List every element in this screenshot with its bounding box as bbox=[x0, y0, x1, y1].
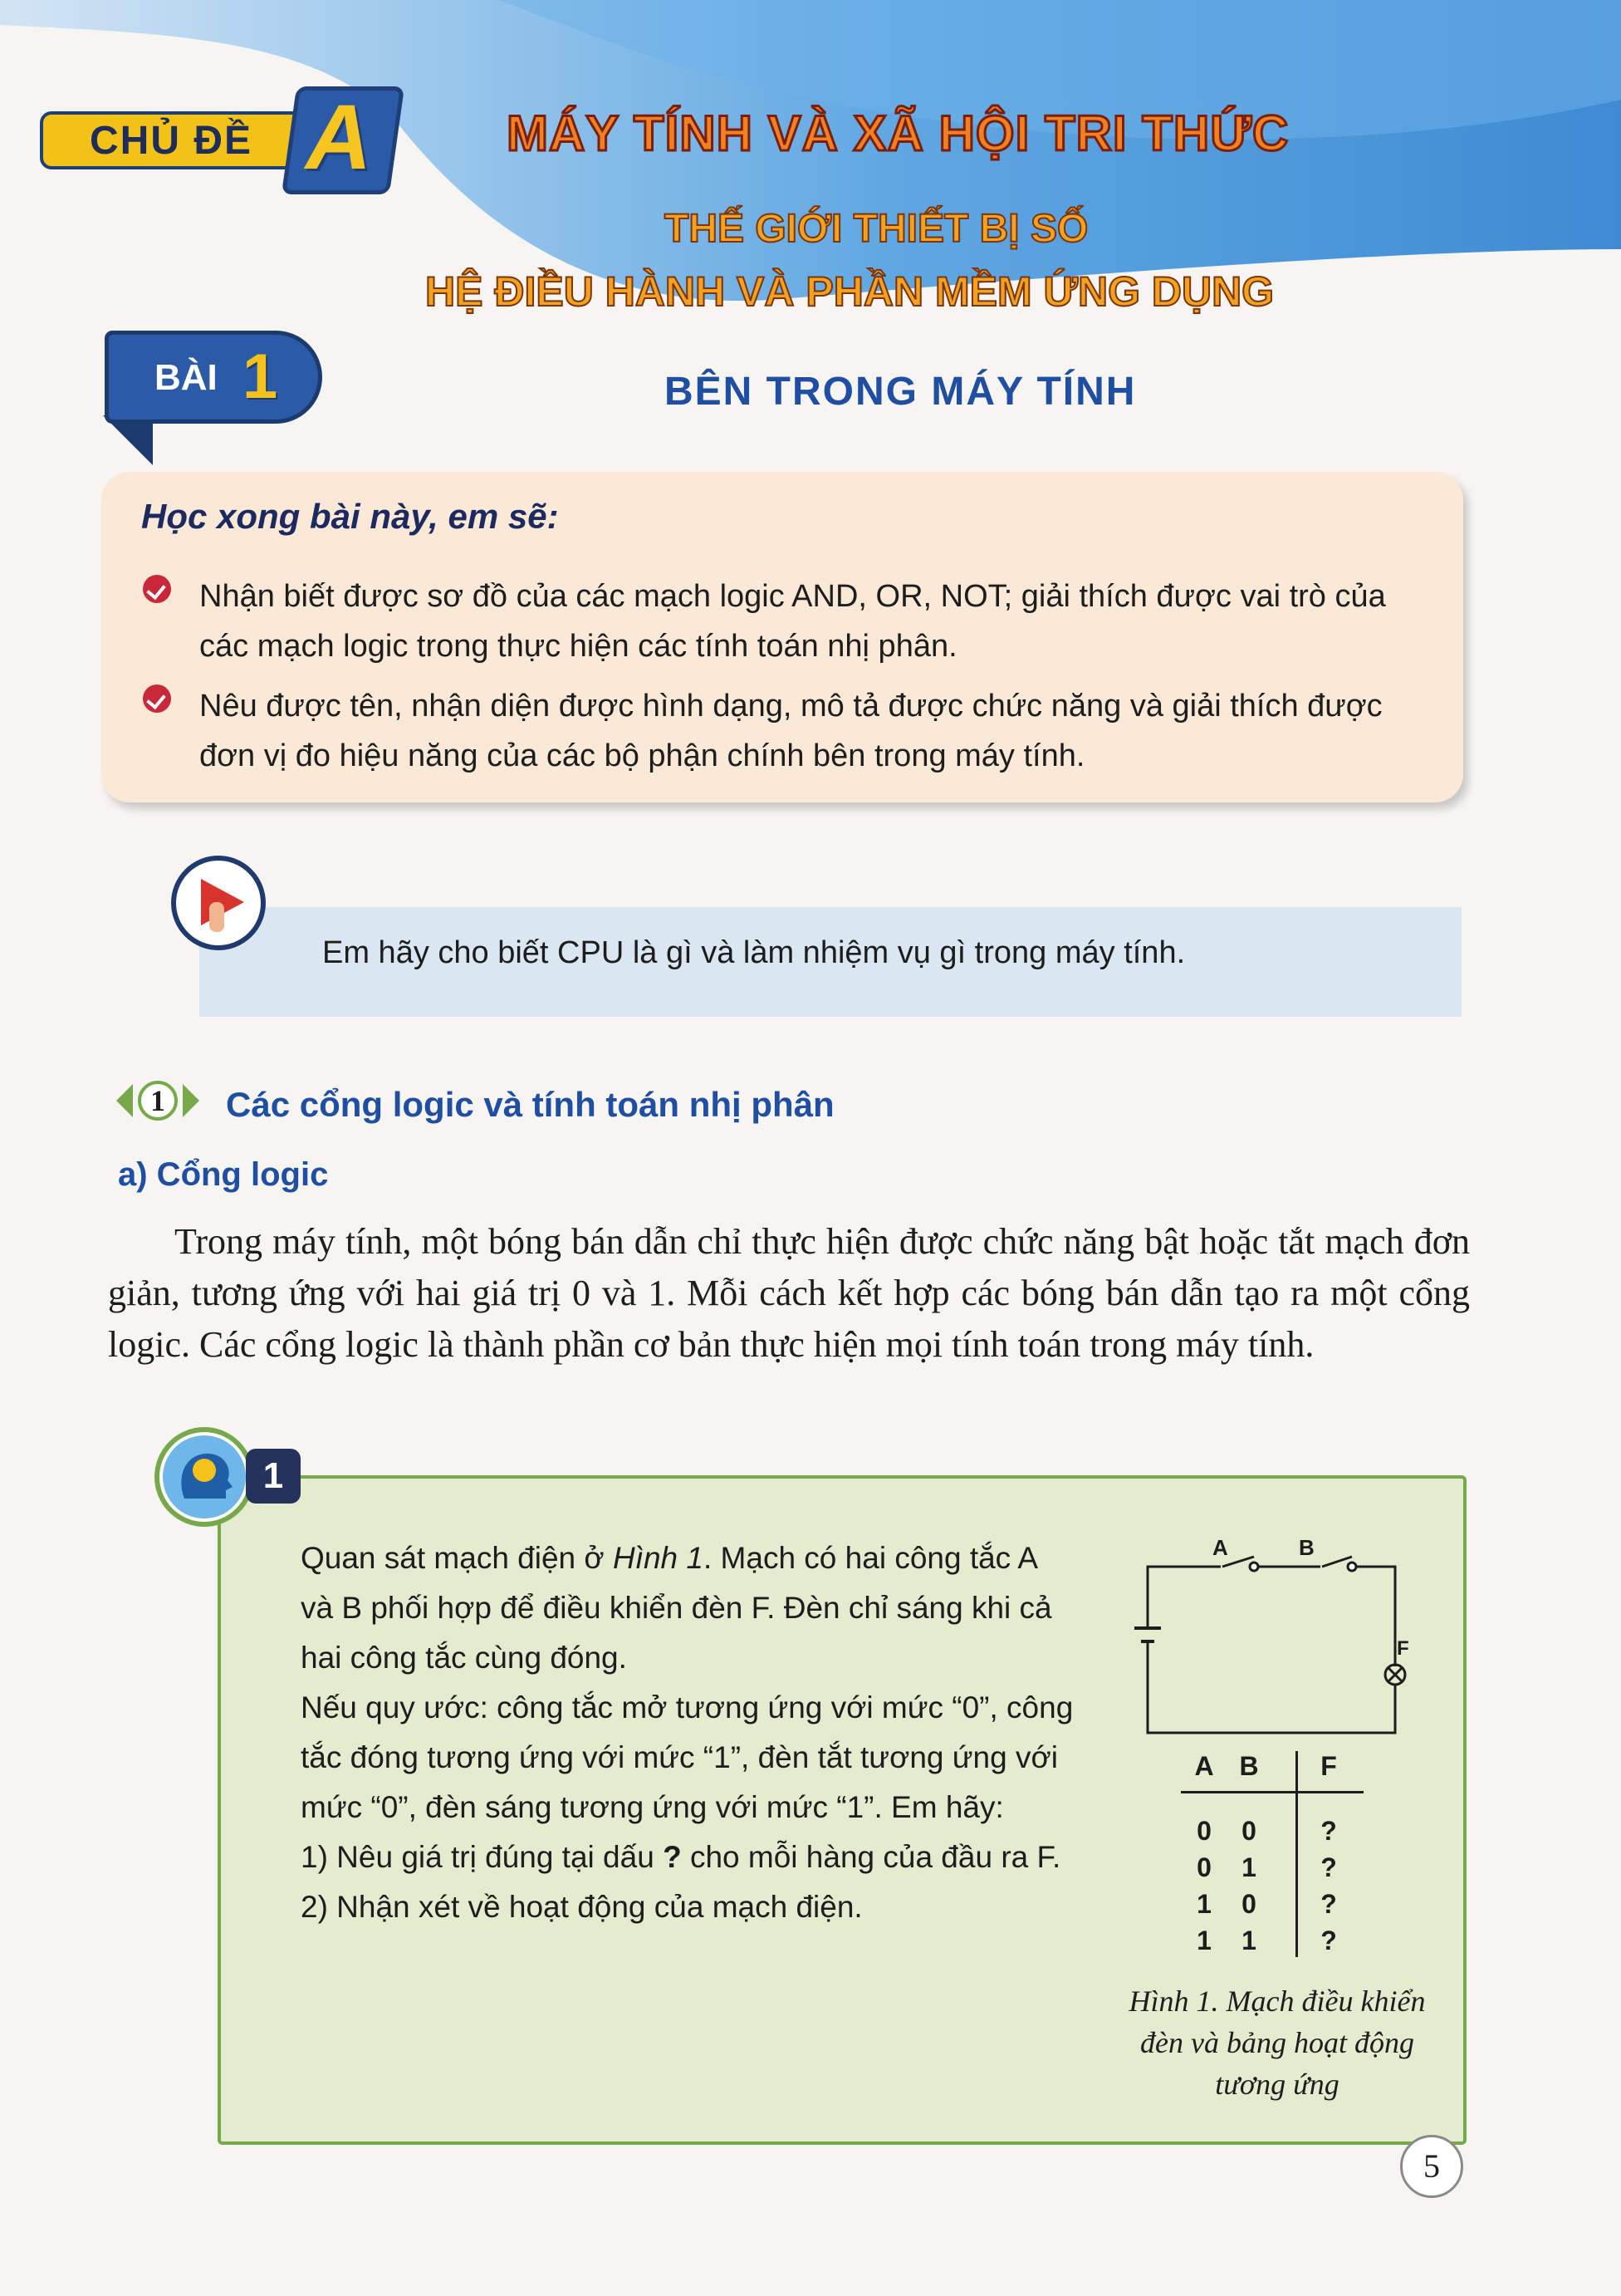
check-bullet-icon bbox=[143, 575, 171, 603]
objective-item-1-line2: các mạch logic trong thực hiện các tính toán nhị phân. bbox=[199, 629, 957, 664]
start-question-text: Em hãy cho biết CPU là gì và làm nhiệm vụ gì trong máy tính. bbox=[322, 935, 1186, 970]
caption-line-3: tương ứng bbox=[1215, 2068, 1339, 2101]
activity-number: 1 bbox=[246, 1449, 301, 1504]
circuit-label-a: A bbox=[1212, 1535, 1228, 1560]
objective-item-1 bbox=[199, 572, 1445, 671]
check-bullet-icon bbox=[143, 684, 171, 713]
section-title: Các cổng logic và tính toán nhị phân bbox=[226, 1085, 835, 1124]
tt-header-f: F bbox=[1320, 1751, 1337, 1781]
brain-head-icon bbox=[154, 1427, 254, 1527]
truth-table-header bbox=[1188, 1751, 1379, 1788]
objectives-heading: Học xong bài này, em sẽ: bbox=[141, 497, 559, 536]
lesson-number: 1 bbox=[242, 341, 278, 412]
subsection-title: a) Cổng logic bbox=[118, 1156, 329, 1193]
topic-letter: A bbox=[306, 86, 372, 189]
activity-line-5: tắc đóng tương ứng với mức “1”, đèn tắt tương ứng với bbox=[301, 1740, 1058, 1774]
caption-line-2: đèn và bảng hoạt động bbox=[1140, 2026, 1414, 2059]
activity-line-8: 2) Nhận xét về hoạt động của mạch điện. bbox=[301, 1890, 863, 1924]
topic-badge bbox=[40, 86, 397, 194]
table-row: 0 0 ? bbox=[1197, 1816, 1337, 1846]
circuit-label-b: B bbox=[1299, 1535, 1315, 1560]
circuit-label-f: F bbox=[1397, 1637, 1409, 1660]
table-row: 1 0 ? bbox=[1197, 1889, 1337, 1919]
activity-line-1: Quan sát mạch điện ở Hình 1. Mạch có hai công tắc A bbox=[301, 1541, 1039, 1575]
section-paragraph: Trong máy tính, một bóng bán dẫn chỉ thực hiện được chức năng bật hoặc tắt mạch đơn giản, tương ứng với hai giá trị 0 và 1. Mỗi cách kết hợp các bóng bán dẫn tạo ra một cổng logic. Các cổng logic là thành phần cơ bản thực hiện mọi tính toán trong máy tính. bbox=[108, 1221, 1470, 1365]
activity-line-6: mức “0”, đèn sáng tương ứng với mức “1”. Em hãy: bbox=[301, 1790, 1004, 1824]
tt-header-rule bbox=[1181, 1791, 1364, 1793]
page-number: 5 bbox=[1400, 2135, 1463, 2198]
chapter-title: MÁY TÍNH VÀ XÃ HỘI TRI THỨC bbox=[507, 105, 1290, 161]
tt-header-a: A bbox=[1194, 1751, 1214, 1781]
table-row: 1 1 ? bbox=[1197, 1926, 1337, 1955]
section-number: 1 bbox=[150, 1084, 165, 1117]
activity-line-4: Nếu quy ước: công tắc mở tương ứng với mức “0”, công bbox=[301, 1690, 1074, 1724]
topic-label: CHỦ ĐỀ bbox=[90, 119, 253, 163]
lesson-title: BÊN TRONG MÁY TÍNH bbox=[664, 370, 1137, 414]
objective-item-2 bbox=[199, 681, 1445, 781]
activity-line-3: hai công tắc cùng đóng. bbox=[301, 1641, 627, 1675]
tt-header-b: B bbox=[1239, 1751, 1259, 1781]
objective-item-2-line1: Nêu được tên, nhận diện được hình dạng, mô tả được chức năng và giải thích được bbox=[199, 689, 1383, 724]
activity-line-2: và B phối hợp để điều khiển đèn F. Đèn chỉ sáng khi cả bbox=[301, 1591, 1052, 1625]
objective-item-2-line2: đơn vị đo hiệu năng của các bộ phận chính bên trong máy tính. bbox=[199, 738, 1085, 773]
objective-item-1-line1: Nhận biết được sơ đồ của các mạch logic AND, OR, NOT; giải thích được vai trò của bbox=[199, 579, 1386, 614]
table-row: 0 1 ? bbox=[1197, 1852, 1337, 1882]
chapter-subtitle-2: HỆ ĐIỀU HÀNH VÀ PHẦN MỀM ỨNG DỤNG bbox=[425, 268, 1275, 315]
figure-caption bbox=[1103, 1980, 1452, 2105]
start-play-icon bbox=[171, 856, 266, 950]
chapter-subtitle-1: THẾ GIỚI THIẾT BỊ SỐ bbox=[664, 207, 1089, 251]
caption-line-1: Hình 1. Mạch điều khiển bbox=[1129, 1984, 1426, 2018]
circuit-diagram bbox=[1129, 1525, 1412, 1741]
activity-text bbox=[301, 1533, 1091, 1932]
activity-line-7: 1) Nêu giá trị đúng tại dấu ? cho mỗi hàng của đầu ra F. bbox=[301, 1840, 1061, 1874]
lesson-label: BÀI bbox=[154, 357, 218, 398]
